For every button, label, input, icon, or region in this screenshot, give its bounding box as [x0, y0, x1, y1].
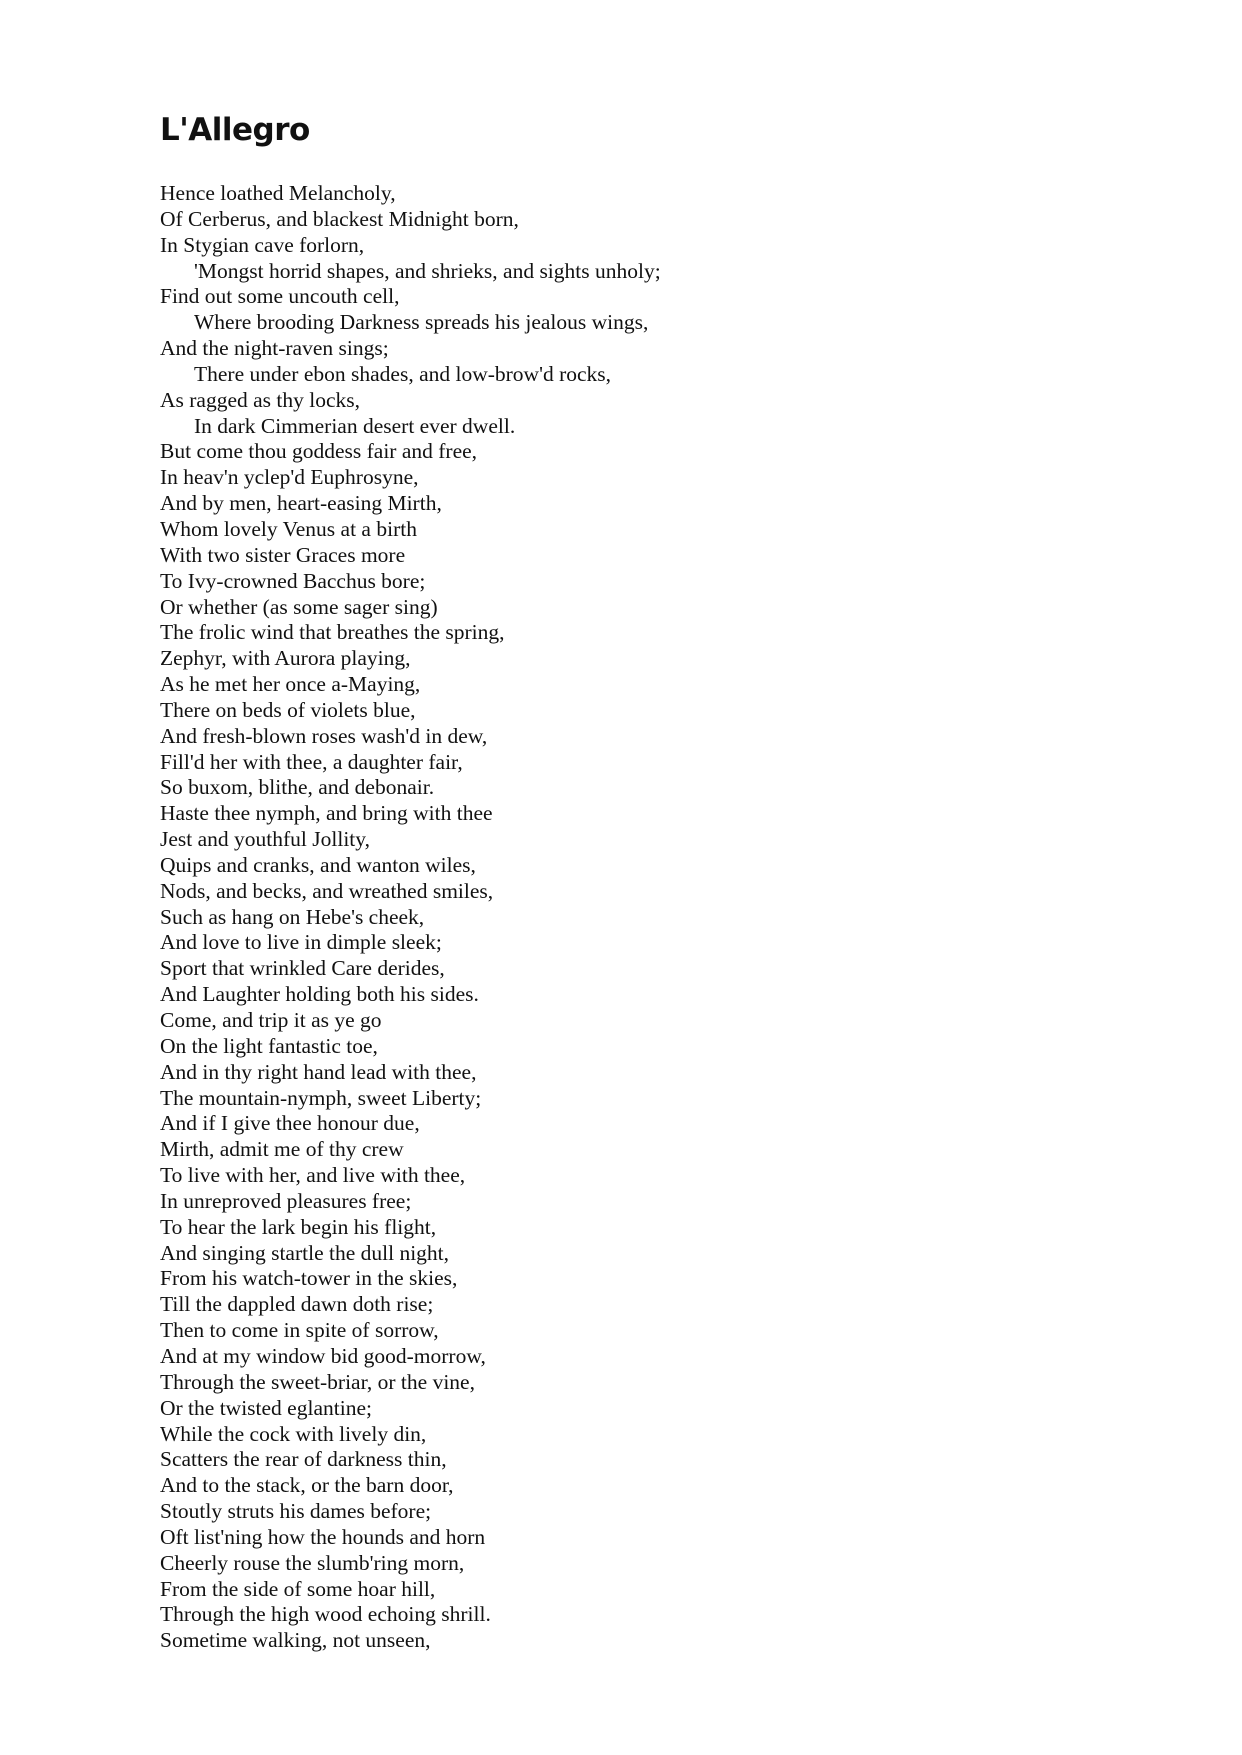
- poem-line: But come thou goddess fair and free,: [160, 439, 478, 464]
- poem-line: Nods, and becks, and wreathed smiles,: [160, 878, 494, 903]
- poem-line: Cheerly rouse the slumb'ring morn,: [160, 1550, 465, 1575]
- poem-line: In unreproved pleasures free;: [160, 1188, 412, 1213]
- poem-line: Come, and trip it as ye go: [160, 1008, 382, 1032]
- poem-line: In Stygian cave forlorn,: [160, 232, 365, 257]
- poem-line: There on beds of violets blue,: [160, 697, 416, 722]
- poem-line: And in thy right hand lead with thee,: [160, 1059, 477, 1084]
- poem-line: Or whether (as some sager sing): [160, 594, 438, 619]
- poem-line: Through the sweet-briar, or the vine,: [160, 1369, 475, 1394]
- poem-line: Such as hang on Hebe's cheek,: [160, 904, 425, 929]
- poem-line: In dark Cimmerian desert ever dwell.: [194, 413, 516, 438]
- poem-line: 'Mongst horrid shapes, and shrieks, and sights unholy;: [194, 258, 661, 283]
- poem-line: Quips and cranks, and wanton wiles,: [160, 852, 476, 877]
- poem-line: And if I give thee honour due,: [160, 1111, 420, 1136]
- poem-line: And fresh-blown roses wash'd in dew,: [160, 723, 488, 748]
- poem-line: And singing startle the dull night,: [160, 1240, 450, 1265]
- poem-line: From his watch-tower in the skies,: [160, 1266, 458, 1291]
- poem-line: Hence loathed Melancholy,: [160, 181, 396, 205]
- poem-body: [160, 181, 661, 1654]
- poem-line: With two sister Graces more: [160, 542, 406, 567]
- poem-line: Zephyr, with Aurora playing,: [160, 646, 411, 671]
- poem-line: The mountain-nymph, sweet Liberty;: [160, 1085, 482, 1110]
- poem-line: As ragged as thy locks,: [160, 387, 361, 412]
- poem-line: And Laughter holding both his sides.: [160, 982, 479, 1007]
- poem-line: To hear the lark begin his flight,: [160, 1214, 437, 1239]
- poem-line: Where brooding Darkness spreads his jealous wings,: [194, 310, 649, 335]
- poem-line: Sometime walking, not unseen,: [160, 1628, 431, 1653]
- poem-line: Oft list'ning how the hounds and horn: [160, 1524, 486, 1549]
- poem-line: Find out some uncouth cell,: [160, 284, 400, 309]
- poem-line: There under ebon shades, and low-brow'd rocks,: [194, 361, 612, 386]
- poem-line: So buxom, blithe, and debonair.: [160, 775, 435, 800]
- poem-line: Scatters the rear of darkness thin,: [160, 1447, 447, 1472]
- poem-line: Fill'd her with thee, a daughter fair,: [160, 749, 463, 774]
- poem-line: Till the dappled dawn doth rise;: [160, 1292, 434, 1317]
- poem-line: And at my window bid good-morrow,: [160, 1343, 486, 1368]
- poem-line: And by men, heart-easing Mirth,: [160, 491, 442, 516]
- poem-line: And the night-raven sings;: [160, 336, 389, 361]
- poem-line: And love to live in dimple sleek;: [160, 930, 442, 955]
- poem-line: While the cock with lively din,: [160, 1421, 427, 1446]
- poem-line: And to the stack, or the barn door,: [160, 1473, 454, 1498]
- poem-line: To live with her, and live with thee,: [160, 1163, 466, 1188]
- poem-line: Of Cerberus, and blackest Midnight born,: [160, 206, 519, 231]
- poem-line: In heav'n yclep'd Euphrosyne,: [160, 465, 419, 490]
- poem-line: Stoutly struts his dames before;: [160, 1499, 432, 1524]
- poem-line: Whom lovely Venus at a birth: [160, 516, 417, 541]
- poem-line: From the side of some hoar hill,: [160, 1576, 436, 1601]
- poem-line: Haste thee nymph, and bring with thee: [160, 801, 493, 826]
- poem-line: Through the high wood echoing shrill.: [160, 1602, 491, 1627]
- poem-line: On the light fantastic toe,: [160, 1033, 378, 1058]
- poem-line: Mirth, admit me of thy crew: [160, 1137, 404, 1162]
- poem-line: As he met her once a-Maying,: [160, 672, 421, 697]
- poem-line: The frolic wind that breathes the spring,: [160, 620, 505, 645]
- poem-line: Jest and youthful Jollity,: [160, 827, 371, 852]
- page-title: L'Allegro: [160, 112, 310, 148]
- poem-line: Or the twisted eglantine;: [160, 1395, 372, 1420]
- poem-line: Then to come in spite of sorrow,: [160, 1318, 439, 1343]
- poem-line: To Ivy-crowned Bacchus bore;: [160, 568, 426, 593]
- poem-line: Sport that wrinkled Care derides,: [160, 956, 445, 981]
